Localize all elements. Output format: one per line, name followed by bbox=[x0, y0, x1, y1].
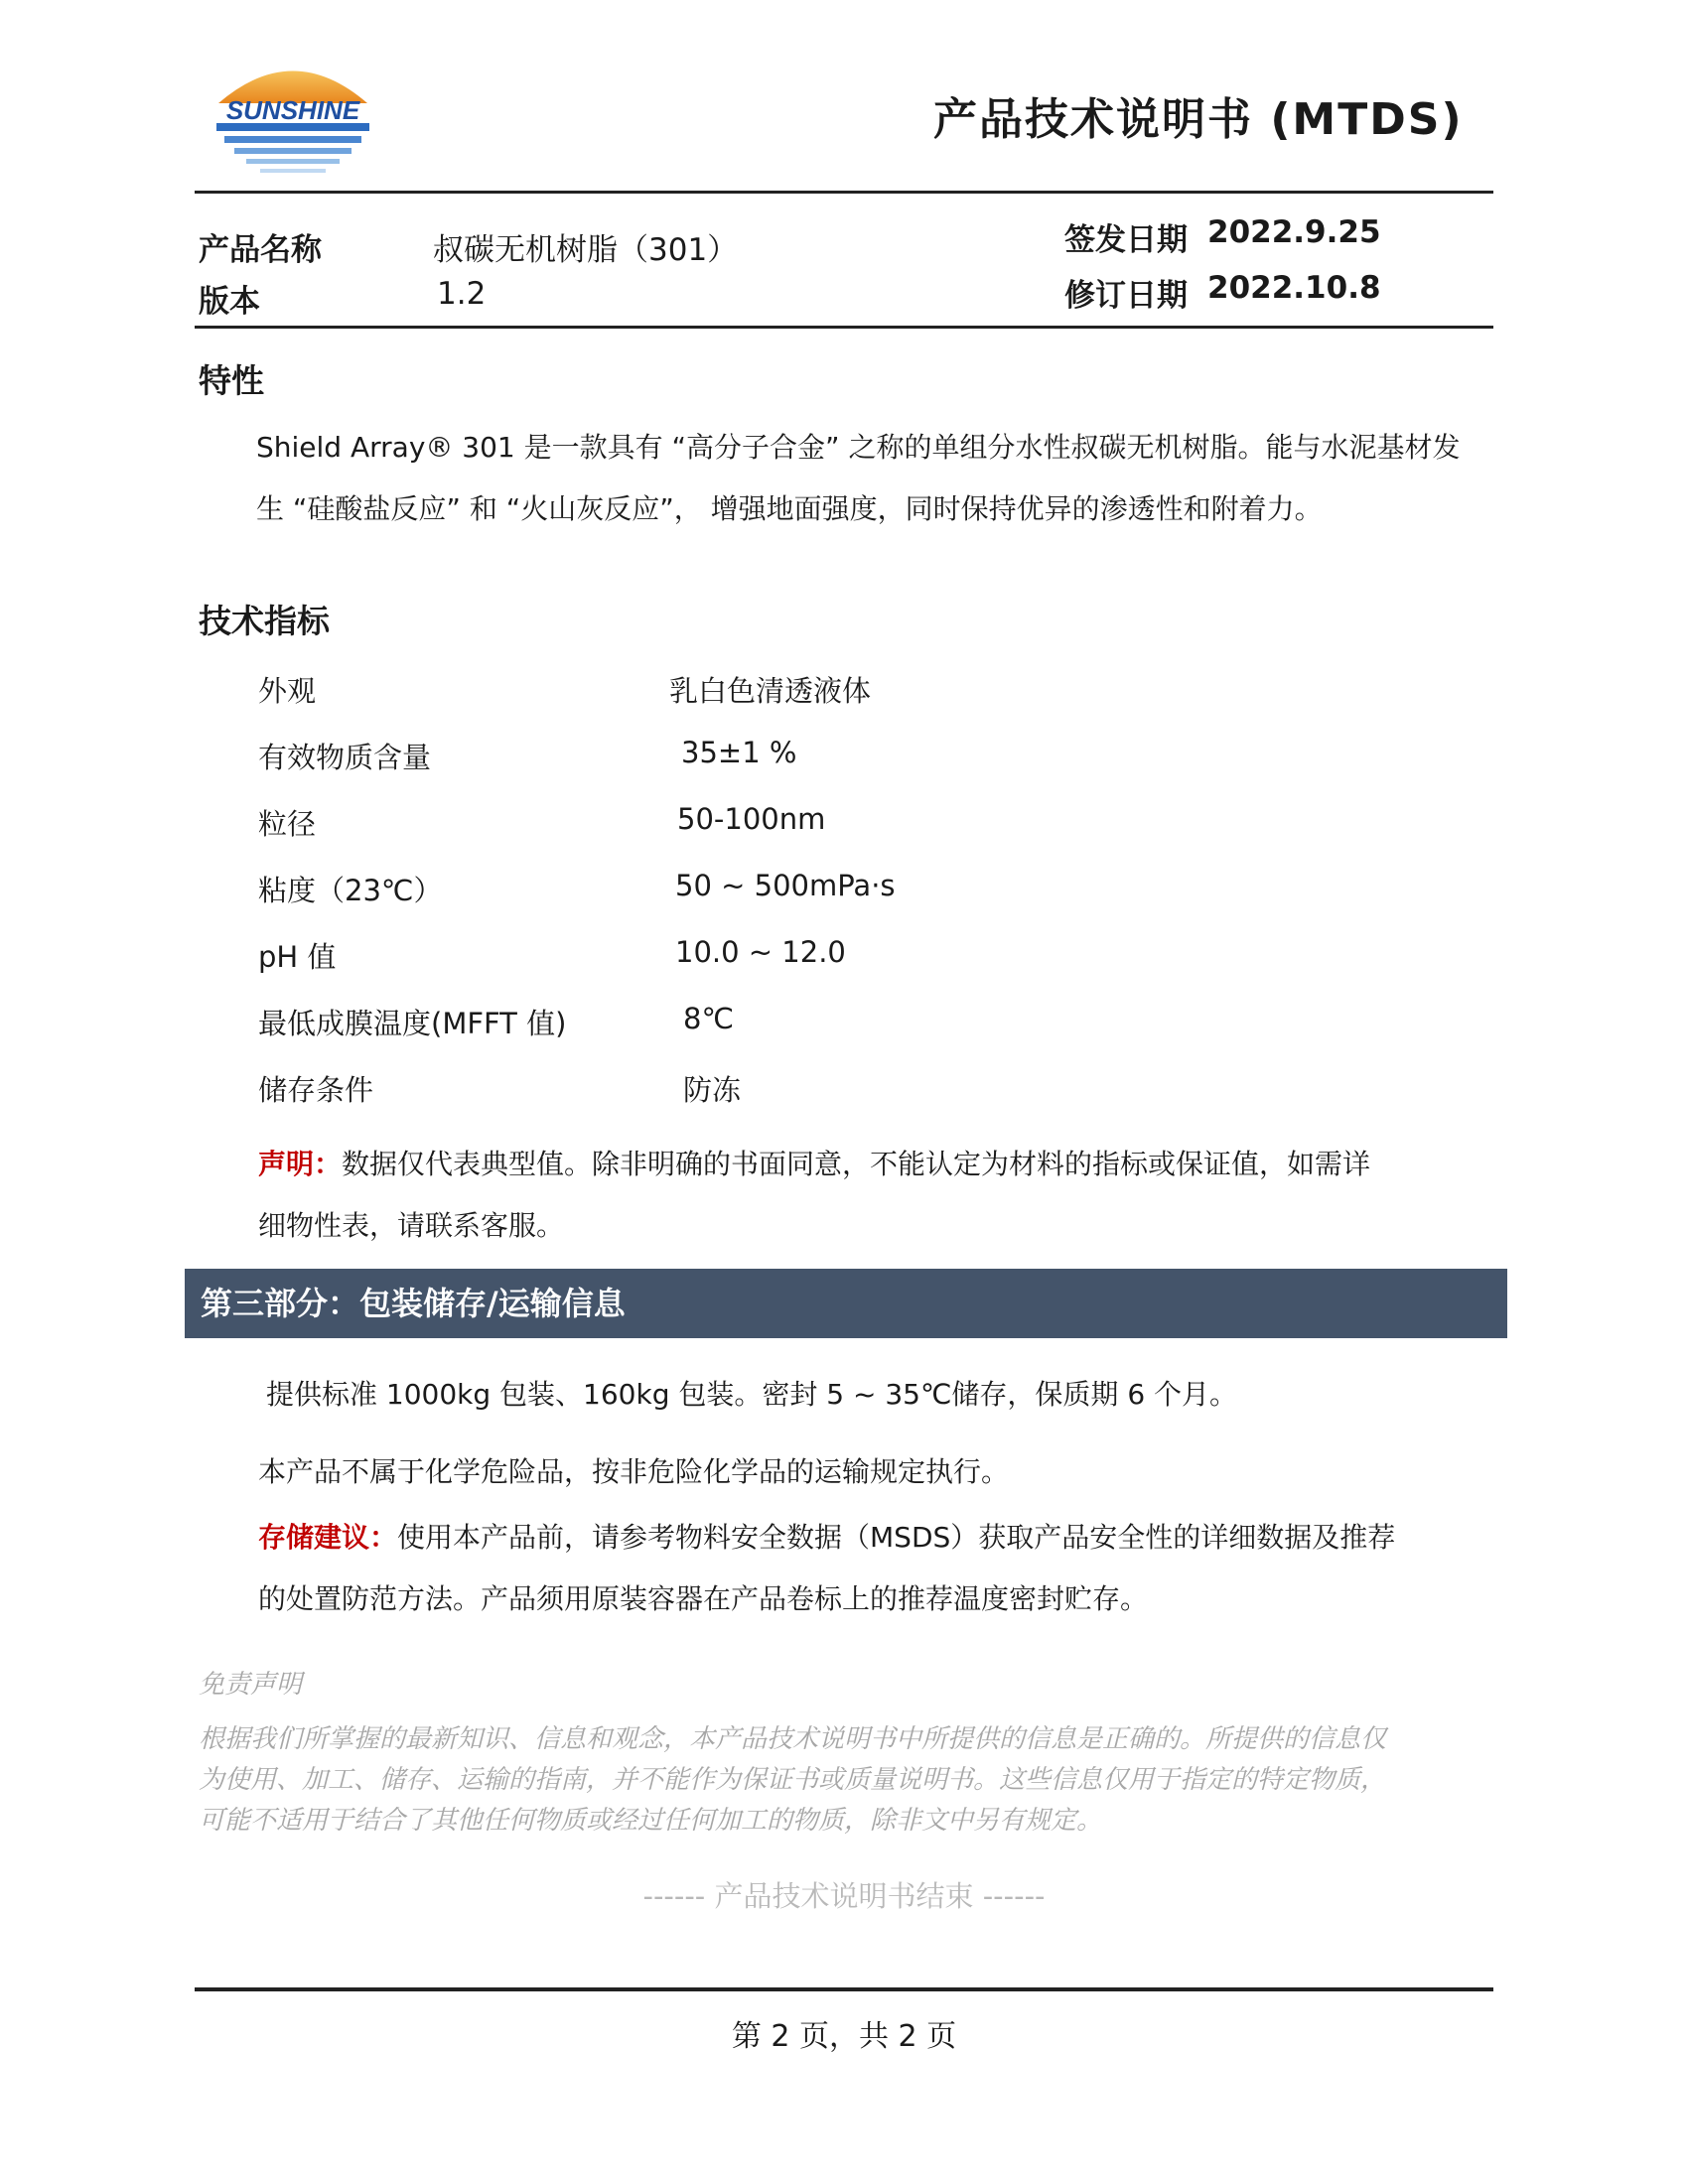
disclaimer-body bbox=[199, 1719, 1509, 1842]
storage-advice-label: 存储建议： bbox=[258, 1521, 398, 1554]
packaging-line: 提供标准 1000kg 包装、160kg 包装。密封 5 ~ 35℃储存，保质期 6 个月。 bbox=[266, 1378, 1238, 1411]
spec-label-mfft: 最低成膜温度(MFFT 值) bbox=[258, 1007, 567, 1040]
page-number: 第 2 页，共 2 页 bbox=[731, 2019, 957, 2054]
disclaimer-line-2: 为使用、加工、储存、运输的指南，并不能作为保证书或质量说明书。这些信息仅用于指定的特定物质， bbox=[199, 1765, 1387, 1795]
spec-value-mfft: 8℃ bbox=[683, 1002, 735, 1035]
version-value: 1.2 bbox=[437, 276, 487, 312]
features-paragraph bbox=[256, 417, 1507, 540]
issue-date-value: 2022.9.25 bbox=[1207, 214, 1381, 250]
spec-label-solid-content: 有效物质含量 bbox=[258, 741, 432, 774]
sunshine-logo-graphic bbox=[189, 44, 397, 183]
statement-label: 声明： bbox=[258, 1148, 343, 1180]
statement-line-1: 数据仅代表典型值。除非明确的书面同意，不能认定为材料的指标或保证值，如需详 bbox=[342, 1148, 1371, 1180]
logo-text: SUNSHINE bbox=[225, 95, 360, 125]
features-line-1: Shield Array® 301 是一款具有 “高分子合金” 之称的单组分水性叔碳无机树脂。能与水泥基材发 bbox=[256, 431, 1461, 464]
spec-value-particle-size: 50-100nm bbox=[677, 802, 826, 836]
spec-label-storage: 储存条件 bbox=[258, 1073, 374, 1107]
spec-value-viscosity: 50 ~ 500mPa·s bbox=[675, 869, 896, 902]
features-line-2: 生 “硅酸盐反应” 和 “火山灰反应”， 增强地面强度，同时保持优异的渗透性和附着力。 bbox=[256, 492, 1323, 525]
footer-divider bbox=[195, 1987, 1493, 1991]
storage-advice-line-2: 的处置防范方法。产品须用原装容器在产品卷标上的推荐温度密封贮存。 bbox=[258, 1582, 1149, 1615]
spec-label-viscosity: 粘度（23℃） bbox=[258, 874, 443, 907]
storage-advice-line-1: 使用本产品前，请参考物料安全数据（MSDS）获取产品安全性的详细数据及推荐 bbox=[397, 1521, 1396, 1554]
revise-date-label: 修订日期 bbox=[1064, 278, 1188, 314]
section-3-title: 第三部分：包装储存/运输信息 bbox=[201, 1285, 626, 1322]
header-divider bbox=[195, 191, 1493, 194]
issue-date-label: 签发日期 bbox=[1064, 222, 1188, 258]
spec-value-storage: 防冻 bbox=[683, 1073, 742, 1107]
disclaimer-heading: 免责声明 bbox=[199, 1670, 303, 1700]
product-name-value: 叔碳无机树脂（301） bbox=[433, 232, 739, 268]
storage-advice-paragraph bbox=[258, 1507, 1509, 1630]
version-label: 版本 bbox=[199, 284, 260, 320]
spec-label-appearance: 外观 bbox=[258, 674, 317, 708]
revise-date-value: 2022.10.8 bbox=[1207, 270, 1381, 306]
spec-value-ph: 10.0 ~ 12.0 bbox=[675, 935, 846, 969]
document-title: 产品技术说明书 (MTDS) bbox=[933, 94, 1464, 145]
spec-label-ph: pH 值 bbox=[258, 940, 337, 974]
features-heading: 特性 bbox=[199, 361, 264, 400]
end-of-document-mark: ------ 产品技术说明书结束 ------ bbox=[642, 1879, 1046, 1913]
product-name-label: 产品名称 bbox=[199, 232, 322, 268]
statement-line-2: 细物性表，请联系客服。 bbox=[258, 1209, 565, 1242]
company-logo bbox=[189, 44, 397, 183]
statement-paragraph bbox=[258, 1134, 1509, 1257]
disclaimer-line-1: 根据我们所掌握的最新知识、信息和观念，本产品技术说明书中所提供的信息是正确的。所提供的信息仅 bbox=[199, 1724, 1387, 1754]
section-3-banner bbox=[185, 1269, 1507, 1338]
transport-line: 本产品不属于化学危险品，按非危险化学品的运输规定执行。 bbox=[258, 1455, 1010, 1488]
specs-heading: 技术指标 bbox=[199, 602, 330, 640]
meta-divider bbox=[195, 326, 1493, 329]
spec-value-appearance: 乳白色清透液体 bbox=[669, 674, 872, 708]
spec-value-solid-content: 35±1 % bbox=[681, 736, 797, 769]
disclaimer-line-3: 可能不适用于结合了其他任何物质或经过任何加工的物质，除非文中另有规定。 bbox=[199, 1806, 1103, 1836]
spec-label-particle-size: 粒径 bbox=[258, 807, 317, 841]
